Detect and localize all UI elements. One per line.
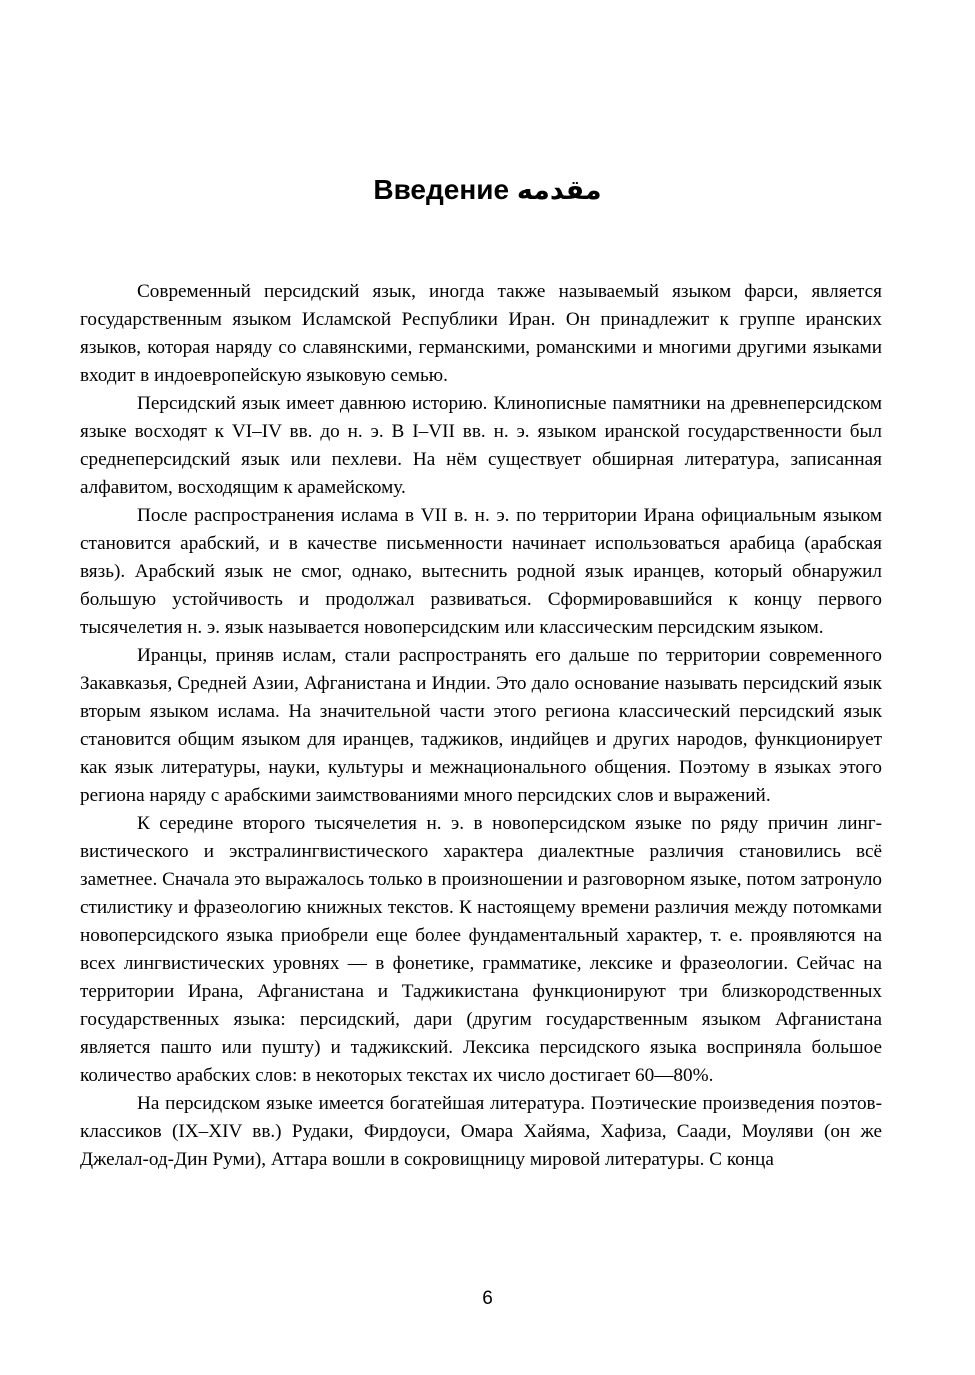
paragraph: Современный персидский язык, иногда также называемый языком фарси, является государственным языком Исламской Республики Иран. Он принадлежит к группе иранских языков, которая наряду со славянскими, германскими, романскими и многими другими языками входит в индоевропейскую языковую семью. [80, 281, 882, 386]
paragraph: К середине второго тысячелетия н. э. в новоперсидском языке по ряду причин лингвистического и экстралингвистического характера диалектные различия становились всё заметнее. Сначала это выражалось только в произношении и разговорном языке, потом затронуло стилистику и фразеологию книжных текстов. К настоящему времени различия между потомками новоперсидского языка приобрели еще более фундаментальный характер, т. е. проявляются на всех лингвистических уровнях — в фонетике, грамматике, лексике и фразеологии. Сейчас на территории Ирана, Афганистана и Таджикистана функционируют три близкородственных государственных языка: персидский, дари (другим государственным языком Афганистана является пашто или пушту) и таджикский. Лексика персидского языка восприняла большое количество арабских слов: в некоторых текстах их число достигает 60—80%. [80, 813, 882, 1086]
body-text [80, 278, 882, 1174]
page-title [0, 168, 975, 213]
paragraph: На персидском языке имеется богатейшая литература. Поэтические произведения поэтов-классиков (IX–XIV вв.) Рудаки, Фирдоуси, Омара Хайяма, Хафиза, Саади, Моуляви (он же Джелал-од-Дин Руми), Аттара вошли в сокровищницу мировой литературы. С конца [80, 1093, 882, 1170]
paragraph: Персидский язык имеет давнюю историю. Клинописные памятники на древнеперсидском языке восходят к VI–IV вв. до н. э. В I–VII вв. н. э. языком иранской государственности был среднеперсидский язык или пехлеви. На нём существует обширная литература, записанная алфавитом, восходящим к арамейскому. [80, 393, 882, 498]
page-number: 6 [482, 1288, 493, 1309]
title-arabic: مقدمه [516, 175, 602, 206]
paragraph: После распространения ислама в VII в. н. э. по территории Ирана официальным языком становится арабский, и в качестве письменности начинает использоваться арабица (арабская вязь). Арабский язык не смог, однако, вытеснить родной язык иранцев, который обнаружил большую устойчивость и продолжал развиваться. Сформировавшийся к концу первого тысячелетия н. э. язык называется новоперсидским или классическим персидским языком. [80, 505, 882, 638]
title-text: Введение [373, 174, 510, 205]
paragraph: Иранцы, приняв ислам, стали распространять его дальше по территории современного Закавказья, Средней Азии, Афганистана и Индии. Это дало основание называть персидский язык вторым языком ислама. На значительной части этого региона классический персидский язык становится общим языком для иранцев, таджиков, индийцев и других народов, функционирует как язык литературы, науки, культуры и межнационального общения. Поэтому в языках этого региона наряду с арабскими заимствованиями много персидских слов и выражений. [80, 645, 882, 806]
